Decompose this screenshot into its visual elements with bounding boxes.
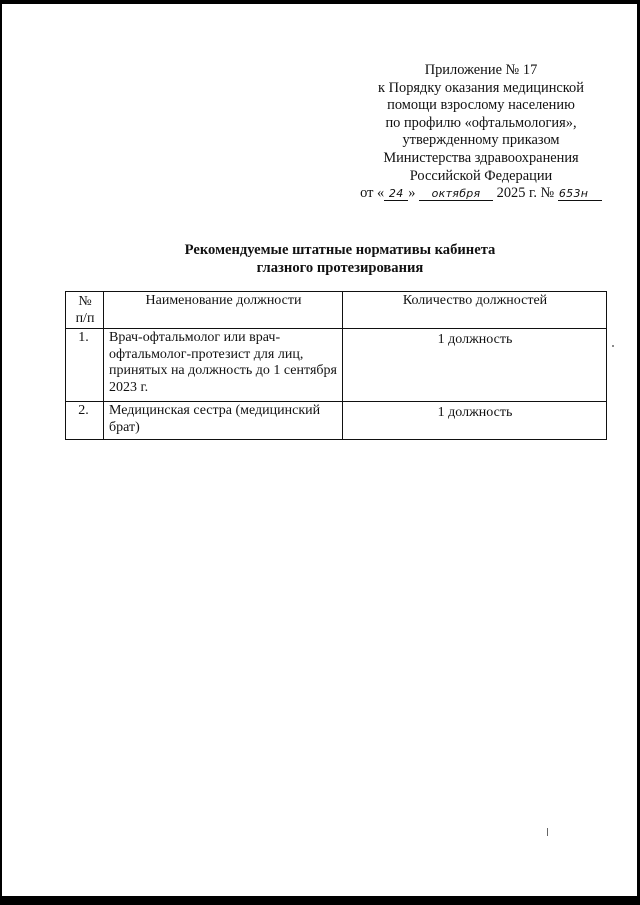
order-date-line: [352, 185, 610, 203]
header-position-name: Наименование должности: [104, 292, 343, 329]
header-num-pp: п/п: [75, 311, 95, 326]
appendix-text-line: Министерства здравоохранения: [383, 149, 579, 166]
date-quote: »: [408, 185, 416, 202]
scan-edge-bottom: [0, 896, 640, 905]
table-row: [66, 402, 607, 440]
scan-edge-top: [0, 0, 640, 4]
handwritten-month: октября: [419, 187, 493, 201]
appendix-text-line: к Порядку оказания медицинской: [378, 79, 584, 96]
appendix-number: Приложение № 17: [424, 62, 538, 78]
appendix-text-line: Российской Федерации: [409, 167, 553, 184]
scan-speck: [612, 345, 614, 347]
date-prefix: от «: [360, 185, 385, 202]
staff-standards-table: [65, 291, 607, 440]
header-num: [66, 292, 104, 329]
row-number: 2.: [66, 402, 104, 440]
handwritten-order-number: 653н: [558, 187, 602, 201]
appendix-text-line: утвержденному приказом: [402, 132, 560, 149]
position-name: Медицинская сестра (медицинский брат): [104, 402, 343, 440]
date-year: 2025 г. №: [496, 185, 555, 202]
position-name: Врач-офтальмолог или врач-офтальмолог-протезист для лиц, принятых на должность до 1 сентября 2023 г.: [104, 329, 343, 402]
header-num-sign: №: [78, 294, 92, 309]
position-count: 1 должность: [343, 402, 607, 440]
position-count: 1 должность: [343, 329, 607, 402]
appendix-text-line: по профилю «офтальмология»,: [385, 114, 577, 131]
scan-edge-left: [0, 0, 2, 905]
appendix-text-line: помощи взрослому населению: [387, 97, 575, 114]
row-number: 1.: [66, 329, 104, 402]
header-position-count: Количество должностей: [343, 292, 607, 329]
title-line: Рекомендуемые штатные нормативы кабинета: [184, 242, 496, 258]
document-title: [150, 242, 530, 277]
handwritten-day: 24: [384, 187, 408, 201]
table-row: [66, 329, 607, 402]
appendix-header: [352, 62, 610, 203]
scan-speck: [547, 828, 548, 836]
table-header-row: [66, 292, 607, 329]
title-line: глазного протезирования: [256, 259, 424, 276]
